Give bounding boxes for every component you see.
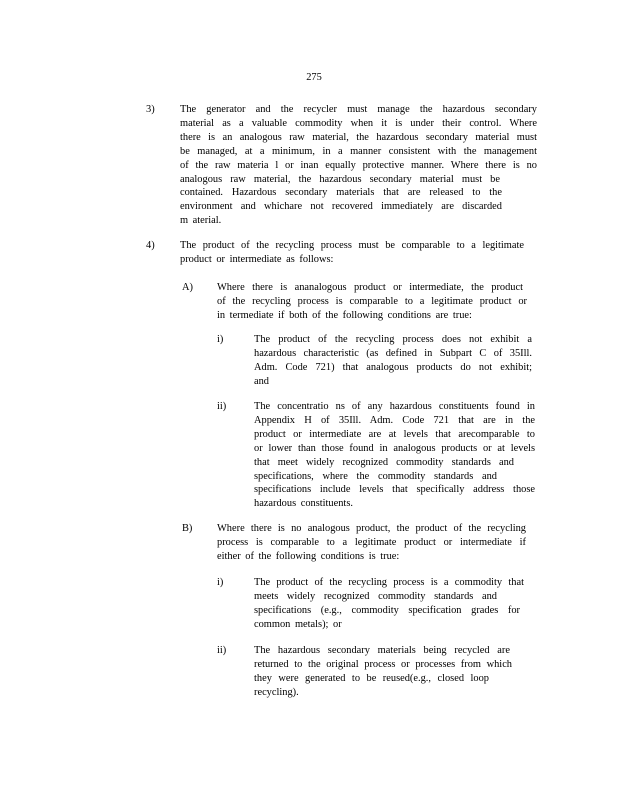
- text-line: analogous raw material, the hazardous secondary material must be: [180, 173, 500, 185]
- text-line: specifications, where the commodity standards and: [254, 470, 497, 482]
- item-label: 3): [146, 104, 155, 115]
- item-text: [254, 333, 532, 389]
- text-line: The product of the recycling process does not exhibit a: [254, 334, 532, 345]
- text-line: meets widely recognized commodity standards and: [254, 590, 497, 602]
- item-text: [254, 576, 524, 632]
- item-text: [180, 239, 524, 267]
- text-line: Where there is no analogous product, the product of the recycling: [217, 523, 526, 534]
- text-line: product or intermediate are at levels that arecomparable to: [254, 428, 535, 440]
- item-label: A): [182, 282, 193, 293]
- text-line: The concentratio ns of any hazardous constituents found in: [254, 401, 535, 412]
- text-line: Appendix H of 35Ill. Adm. Code 721 that are in the: [254, 414, 535, 426]
- text-line: there is an analogous raw material, the hazardous secondary material must: [180, 131, 537, 143]
- text-line: that meet widely recognized commodity standards and: [254, 456, 514, 468]
- item-label: i): [217, 577, 224, 588]
- item-label: 4): [146, 240, 155, 251]
- text-line: process is comparable to a legitimate product or intermediate if: [217, 536, 526, 548]
- text-line: they were generated to be reused(e.g., closed loop: [254, 672, 489, 684]
- text-line: The generator and the recycler must manage the hazardous secondary: [180, 104, 537, 115]
- text-line: or lower than those found in analogous products or at levels: [254, 442, 535, 454]
- text-line: and: [254, 375, 270, 387]
- text-line: product or intermediate as follows:: [180, 253, 334, 265]
- text-line: specifications include levels that specifically address those: [254, 484, 535, 496]
- text-line: of the recycling process is comparable to a legitimate product or: [217, 295, 527, 307]
- text-line: common metals); or: [254, 618, 342, 630]
- text-line: The product of the recycling process is a commodity that: [254, 577, 524, 588]
- text-line: hazardous constituents.: [254, 498, 353, 510]
- text-line: The hazardous secondary materials being recycled are: [254, 645, 510, 656]
- item-label: i): [217, 334, 224, 345]
- text-line: Adm. Code 721) that analogous products do not exhibit;: [254, 361, 532, 373]
- text-line: either of the following conditions is true:: [217, 550, 400, 562]
- text-line: environment and whichare not recovered immediately are discarded: [180, 201, 502, 213]
- page-number: 275: [306, 72, 322, 83]
- text-line: contained. Hazardous secondary materials that are released to the: [180, 187, 502, 199]
- item-label: ii): [217, 645, 227, 656]
- text-line: in termediate if both of the following conditions are true:: [217, 309, 472, 321]
- text-line: hazardous characteristic (as defined in Subpart C of 35Ill.: [254, 347, 532, 359]
- item-label: B): [182, 523, 193, 534]
- text-line: be managed, at a minimum, in a manner consistent with the management: [180, 145, 537, 157]
- item-label: ii): [217, 401, 227, 412]
- text-line: The product of the recycling process must be comparable to a legitimate: [180, 240, 524, 251]
- item-text: [217, 522, 526, 564]
- text-line: recycling).: [254, 686, 299, 698]
- item-text: [217, 281, 527, 323]
- text-line: m aterial.: [180, 215, 222, 227]
- item-text: [180, 103, 537, 228]
- text-line: of the raw materia l or inan equally protective manner. Where there is no: [180, 159, 537, 171]
- text-line: Where there is ananalogous product or intermediate, the product: [217, 282, 523, 293]
- text-line: specifications (e.g., commodity specification grades for: [254, 604, 520, 616]
- item-text: [254, 400, 535, 511]
- text-line: material as a valuable commodity when it is under their control. Where: [180, 117, 537, 129]
- item-text: [254, 644, 512, 700]
- text-line: returned to the original process or processes from which: [254, 658, 512, 670]
